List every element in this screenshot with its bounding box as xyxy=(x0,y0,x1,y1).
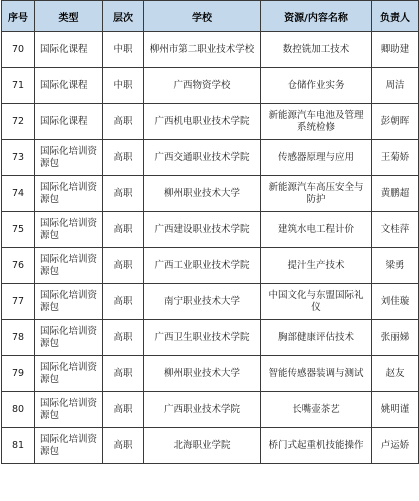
table-header-row xyxy=(2,1,419,32)
cell-type: 国际化课程 xyxy=(35,32,103,68)
cell-type: 国际化培训资源包 xyxy=(35,392,103,428)
cell-type: 国际化培训资源包 xyxy=(35,140,103,176)
cell-name: 中国文化与东盟国际礼仪 xyxy=(261,284,372,320)
cell-school: 广西物资学校 xyxy=(144,68,261,104)
cell-school: 柳州职业技术大学 xyxy=(144,356,261,392)
table-row xyxy=(2,68,419,104)
cell-school: 广西卫生职业技术学院 xyxy=(144,320,261,356)
cell-name: 提汁生产技术 xyxy=(261,248,372,284)
table-body xyxy=(2,32,419,464)
cell-owner: 黄鹏超 xyxy=(372,176,419,212)
header-no: 序号 xyxy=(2,1,35,32)
cell-type: 国际化培训资源包 xyxy=(35,428,103,464)
cell-name: 建筑水电工程计价 xyxy=(261,212,372,248)
cell-name: 数控铣加工技术 xyxy=(261,32,372,68)
cell-level: 高职 xyxy=(103,176,144,212)
cell-name: 长嘴壶茶艺 xyxy=(261,392,372,428)
cell-no: 74 xyxy=(2,176,35,212)
table-row xyxy=(2,320,419,356)
cell-type: 国际化培训资源包 xyxy=(35,212,103,248)
cell-no: 70 xyxy=(2,32,35,68)
cell-no: 79 xyxy=(2,356,35,392)
cell-school: 广西工业职业技术学院 xyxy=(144,248,261,284)
table-row xyxy=(2,212,419,248)
cell-type: 国际化培训资源包 xyxy=(35,284,103,320)
table-row xyxy=(2,428,419,464)
table-row xyxy=(2,140,419,176)
cell-no: 80 xyxy=(2,392,35,428)
cell-name: 传感器原理与应用 xyxy=(261,140,372,176)
cell-type: 国际化培训资源包 xyxy=(35,248,103,284)
cell-type: 国际化课程 xyxy=(35,104,103,140)
cell-name: 桥门式起重机技能操作 xyxy=(261,428,372,464)
cell-no: 81 xyxy=(2,428,35,464)
cell-level: 高职 xyxy=(103,140,144,176)
header-name: 资源/内容名称 xyxy=(261,1,372,32)
cell-owner: 赵友 xyxy=(372,356,419,392)
cell-owner: 梁勇 xyxy=(372,248,419,284)
cell-school: 北海职业学院 xyxy=(144,428,261,464)
cell-owner: 彭朝晖 xyxy=(372,104,419,140)
table-row xyxy=(2,104,419,140)
cell-name: 新能源汽车电池及管理系统检修 xyxy=(261,104,372,140)
cell-name: 新能源汽车高压安全与防护 xyxy=(261,176,372,212)
cell-school: 柳州市第二职业技术学校 xyxy=(144,32,261,68)
cell-level: 中职 xyxy=(103,68,144,104)
cell-no: 76 xyxy=(2,248,35,284)
cell-name: 胸部健康评估技术 xyxy=(261,320,372,356)
header-school: 学校 xyxy=(144,1,261,32)
cell-no: 72 xyxy=(2,104,35,140)
cell-level: 高职 xyxy=(103,356,144,392)
cell-no: 73 xyxy=(2,140,35,176)
cell-type: 国际化课程 xyxy=(35,68,103,104)
cell-owner: 王菊娇 xyxy=(372,140,419,176)
table-row xyxy=(2,356,419,392)
cell-no: 78 xyxy=(2,320,35,356)
cell-name: 智能传感器装调与测试 xyxy=(261,356,372,392)
cell-owner: 文桂萍 xyxy=(372,212,419,248)
cell-owner: 刘佳璇 xyxy=(372,284,419,320)
cell-owner: 卿助建 xyxy=(372,32,419,68)
table-row xyxy=(2,248,419,284)
cell-name: 仓储作业实务 xyxy=(261,68,372,104)
cell-level: 中职 xyxy=(103,32,144,68)
cell-school: 广西职业技术学院 xyxy=(144,392,261,428)
resource-table xyxy=(1,0,419,464)
cell-level: 高职 xyxy=(103,320,144,356)
cell-owner: 张丽娣 xyxy=(372,320,419,356)
cell-owner: 姚明谨 xyxy=(372,392,419,428)
cell-no: 71 xyxy=(2,68,35,104)
cell-school: 广西机电职业技术学院 xyxy=(144,104,261,140)
cell-school: 南宁职业技术大学 xyxy=(144,284,261,320)
cell-type: 国际化培训资源包 xyxy=(35,320,103,356)
table-row xyxy=(2,176,419,212)
cell-level: 高职 xyxy=(103,104,144,140)
cell-level: 高职 xyxy=(103,284,144,320)
cell-school: 广西建设职业技术学院 xyxy=(144,212,261,248)
cell-owner: 周洁 xyxy=(372,68,419,104)
header-level: 层次 xyxy=(103,1,144,32)
cell-no: 75 xyxy=(2,212,35,248)
table-row xyxy=(2,392,419,428)
cell-level: 高职 xyxy=(103,392,144,428)
table-row xyxy=(2,284,419,320)
cell-type: 国际化培训资源包 xyxy=(35,176,103,212)
cell-level: 高职 xyxy=(103,212,144,248)
table-row xyxy=(2,32,419,68)
cell-type: 国际化培训资源包 xyxy=(35,356,103,392)
cell-school: 柳州职业技术大学 xyxy=(144,176,261,212)
cell-owner: 卢运娇 xyxy=(372,428,419,464)
cell-no: 77 xyxy=(2,284,35,320)
cell-level: 高职 xyxy=(103,248,144,284)
header-type: 类型 xyxy=(35,1,103,32)
cell-school: 广西交通职业技术学院 xyxy=(144,140,261,176)
cell-level: 高职 xyxy=(103,428,144,464)
header-owner: 负责人 xyxy=(372,1,419,32)
